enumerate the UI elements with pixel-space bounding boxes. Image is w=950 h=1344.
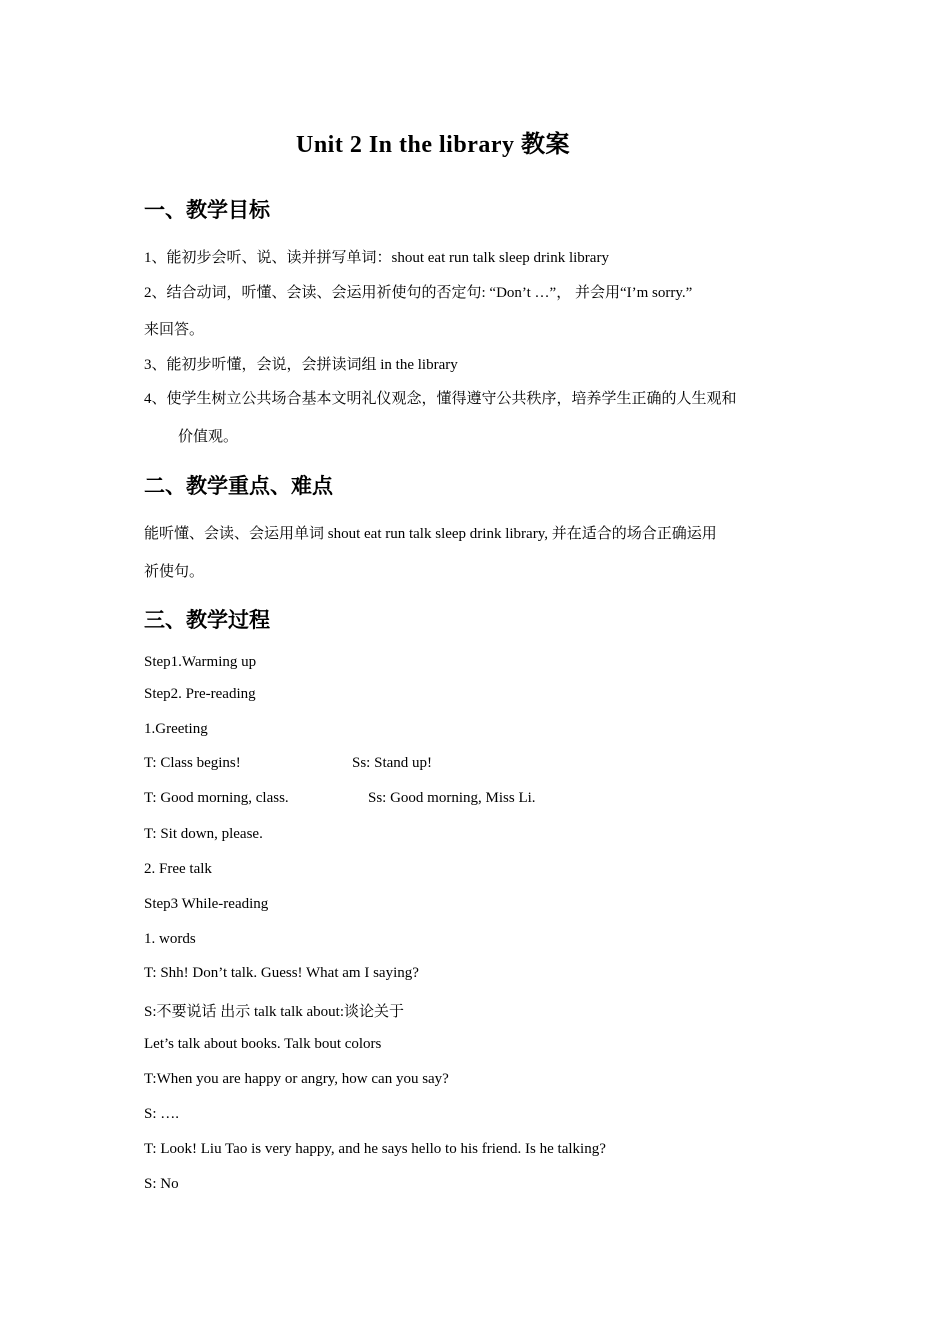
- objective-item-2-continued: 来回答。: [144, 322, 205, 338]
- teacher-line: T:When you are happy or angry, how can you say?: [144, 1071, 449, 1087]
- teacher-line: T: Shh! Don’t talk. Guess! What am I saying?: [144, 965, 419, 981]
- objective-item-4-continued: 价值观。: [178, 429, 239, 445]
- student-line: S: No: [144, 1176, 179, 1192]
- objective-item-3: 3、能初步听懂，会说，会拼读词组 in the library: [144, 357, 458, 373]
- greeting-line: 1.Greeting: [144, 721, 208, 737]
- key-points-line-2: 祈使句。: [144, 564, 205, 580]
- objective-item-4: 4、使学生树立公共场合基本文明礼仪观念，懂得遵守公共秩序，培养学生正确的人生观和: [144, 391, 737, 407]
- dialogue-line: [144, 755, 433, 772]
- section-heading-objectives: 一、教学目标: [144, 198, 270, 222]
- words-line: 1. words: [144, 931, 196, 947]
- section-heading-process: 三、教学过程: [144, 608, 270, 632]
- dialogue-line: [144, 790, 536, 807]
- student-line: Ss: Stand up!: [352, 755, 433, 771]
- teacher-line: T: Good morning, class.: [144, 790, 289, 806]
- key-points-line-1: 能听懂、会读、会运用单词 shout eat run talk sleep drink library, 并在适合的场合正确运用: [144, 526, 717, 542]
- step-1-line: Step1.Warming up: [144, 654, 257, 670]
- student-line: S:不要说话 出示 talk talk about:谈论关于: [144, 1004, 404, 1020]
- example-line: Let’s talk about books. Talk bout colors: [144, 1036, 382, 1052]
- student-line: S: ….: [144, 1106, 180, 1122]
- free-talk-line: 2. Free talk: [144, 861, 212, 877]
- step-3-line: Step3 While-reading: [144, 896, 269, 912]
- student-line: Ss: Good morning, Miss Li.: [368, 790, 536, 806]
- teacher-line: T: Sit down, please.: [144, 826, 263, 842]
- document-title: Unit 2 In the library 教案: [295, 132, 570, 158]
- objective-item-2: 2、结合动词，听懂、会读、会运用祈使句的否定句: “Don’t …”， 并会用“I’m sorry.”: [144, 285, 693, 301]
- teacher-line: T: Class begins!: [144, 755, 241, 771]
- section-heading-key-points: 二、教学重点、难点: [144, 474, 333, 498]
- teacher-line: T: Look! Liu Tao is very happy, and he says hello to his friend. Is he talking?: [144, 1141, 606, 1157]
- step-2-line: Step2. Pre-reading: [144, 686, 256, 702]
- objective-item-1: 1、能初步会听、说、读并拼写单词：shout eat run talk sleep drink library: [144, 250, 609, 266]
